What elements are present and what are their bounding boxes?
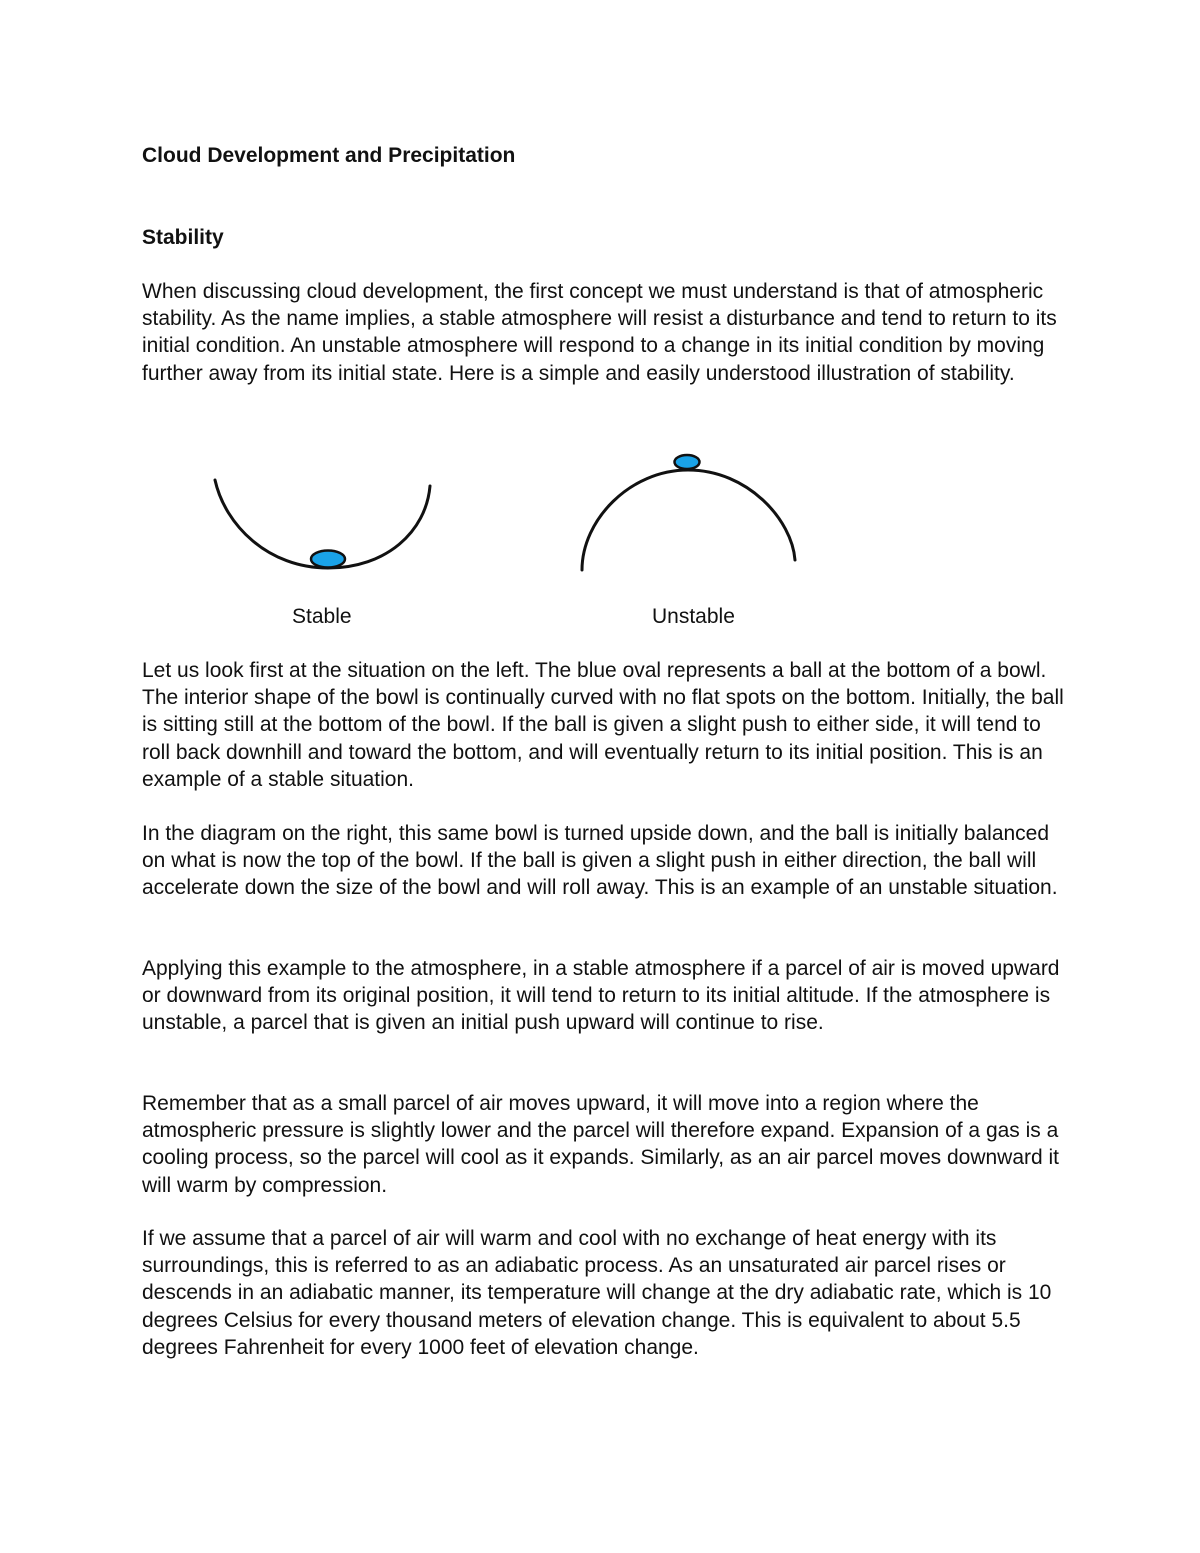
unstable-ball (675, 455, 700, 469)
document-title: Cloud Development and Precipitation (142, 144, 516, 167)
section-heading-stability: Stability (142, 226, 224, 249)
paragraph-intro: When discussing cloud development, the first concept we must understand is that of atmospheric stability. As the name implies, a stable atmosphere will resist a disturbance and tend to return to its initial condition. An unstable atmosphere will respond to a change in its initial condition by moving further away from its initial state. Here is a simple and easily understood illustration of stability. (142, 280, 1057, 385)
paragraph-stable-explanation: Let us look first at the situation on the left. The blue oval represents a ball at the bottom of a bowl. The interior shape of the bowl is continually curved with no flat spots on the bottom. Initially, the ball is sitting still at the bottom of the bowl. If the ball is given a slight push to either side, it will tend to roll back downhill and toward the bottom, and will eventually return to its initial position. This is an example of a stable situation. (142, 659, 1064, 791)
unstable-label: Unstable (652, 605, 735, 628)
stability-diagram (0, 440, 1200, 640)
unstable-dome-curve (582, 470, 795, 570)
stability-diagram-svg (0, 440, 1200, 640)
stable-ball (311, 551, 345, 568)
paragraph-adiabatic-process: If we assume that a parcel of air will warm and cool with no exchange of heat energy with its surroundings, this is referred to as an adiabatic process. As an unsaturated air parcel rises or descends in an adiabatic manner, its temperature will change at the dry adiabatic rate, which is 10 degrees Celsius for every thousand meters of elevation change. This is equivalent to about 5.5 degrees Fahrenheit for every 1000 feet of elevation change. (142, 1227, 1052, 1359)
paragraph-expansion-cooling: Remember that as a small parcel of air moves upward, it will move into a region where the atmospheric pressure is slightly lower and the parcel will therefore expand. Expansion of a gas is a cooling process, so the parcel will cool as it expands. Similarly, as an air parcel moves downward it will warm by compression. (142, 1092, 1060, 1197)
paragraph-atmosphere-application: Applying this example to the atmosphere, in a stable atmosphere if a parcel of air is moved upward or downward from its original position, it will tend to return to its initial altitude. If the atmosphere is unstable, a parcel that is given an initial push upward will continue to rise. (142, 957, 1060, 1035)
paragraph-unstable-explanation: In the diagram on the right, this same bowl is turned upside down, and the ball is initially balanced on what is now the top of the bowl. If the ball is given a slight push in either direction, the ball will accelerate down the size of the bowl and will roll away. This is an example of an unstable situation. (142, 822, 1058, 900)
stable-label: Stable (292, 605, 352, 628)
